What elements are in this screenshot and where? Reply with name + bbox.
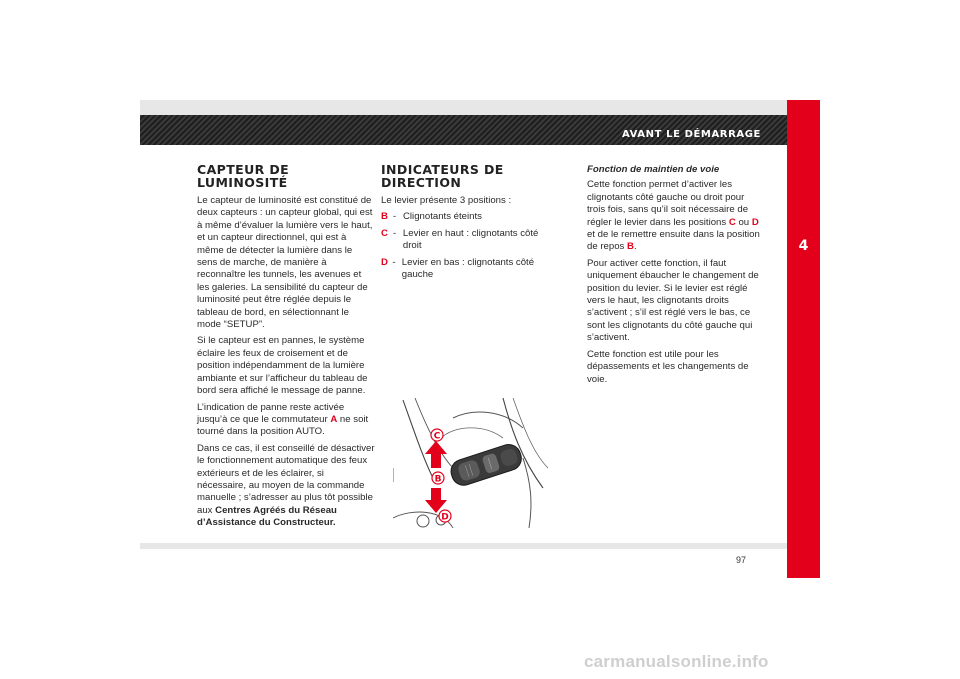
text-run: ou xyxy=(735,216,752,228)
list-item xyxy=(381,211,559,223)
paragraph: Pour activer cette fonction, il faut uniquement ébaucher le changement de position du levier. Si le levier est réglé vers le haut, les clignotants droits s’activent ; s’il est réglé vers le bas, ce sont les clignotants du côté gauche qui s’activent. xyxy=(587,257,759,344)
paragraph: Le capteur de luminosité est constitué de deux capteurs : un capteur global, qui est à même d’évaluer la lumière vers le haut, et un capteur directionnel, qui est à même de détecter la lumière dans le sens de marche, de manière à reconnaître les tunnels, les avenues et les galeries. La sensibilité du capteur de luminosité peut être réglée depuis le tableau de bord, en sélectionnant le mode “SETUP”. xyxy=(197,195,373,331)
text-run: et de le remettre ensuite dans la position de repos xyxy=(587,229,760,253)
reference-letter: B xyxy=(627,241,634,253)
list-item xyxy=(381,257,559,282)
text-run: ne soit tourné dans la position AUTO. xyxy=(197,413,369,438)
paragraph xyxy=(587,179,765,253)
heading-line: CAPTEUR DE xyxy=(197,162,290,177)
label-c: C xyxy=(433,431,441,442)
paragraph: Si le capteur est en pannes, le système éclaire les feux de croisement et de position indépendamment de la lumière ambiante et sur l’afficheur du tableau de bord sera affiché le message de panne. xyxy=(197,335,368,397)
lever-positions-list xyxy=(381,211,559,281)
text-run: . xyxy=(633,241,637,253)
paragraph xyxy=(197,402,375,439)
position-text: Levier en bas : clignotants côté gauche xyxy=(401,256,535,281)
text-run: L’indication de panne reste activée jusqu’à ce que le commutateur xyxy=(197,401,345,425)
lever-illustration xyxy=(393,398,548,528)
text-run: Cette fonction permet d’activer les clignotants côté gauche ou droit pour trois fois, sans qu’il soit nécessaire de régler le levier dans les positions xyxy=(587,179,749,228)
paragraph: Cette fonction est utile pour les dépassements et les changements de voie. xyxy=(587,348,749,385)
separator: - xyxy=(392,256,396,268)
position-letter: B xyxy=(381,211,388,223)
page-number: 97 xyxy=(736,555,747,565)
header-band xyxy=(140,115,787,145)
position-letter: D xyxy=(381,256,388,268)
position-text: Levier en haut : clignotants côté droit xyxy=(402,227,539,252)
paragraph xyxy=(197,443,375,530)
text-run: Dans ce cas, il est conseillé de désactiver le fonctionnement automatique des feux extérieurs et de les éclairer, si nécessaire, au moyen de la commande manuelle ; s’adresser au plus tôt possible aux xyxy=(197,442,375,516)
reference-letter: D xyxy=(751,216,759,228)
column-lane-change xyxy=(587,164,765,390)
label-d: D xyxy=(441,512,449,523)
heading-line: LUMINOSITÉ xyxy=(197,174,288,190)
separator: - xyxy=(393,211,397,223)
list-item xyxy=(381,228,559,253)
heading-turn-indicators xyxy=(381,164,559,189)
separator: - xyxy=(392,227,397,239)
section-title: AVANT LE DÉMARRAGE xyxy=(621,129,761,140)
lever-intro: Le levier présente 3 positions : xyxy=(381,195,512,206)
heading-light-sensor xyxy=(197,164,375,189)
position-letter: C xyxy=(381,227,388,239)
bottom-gray-strip xyxy=(140,543,787,549)
watermark: carmanualsonline.info xyxy=(584,652,769,671)
bold-text-run: Centres Agréés du Réseau d’Assistance du Constructeur. xyxy=(197,504,337,529)
reference-letter: C xyxy=(728,216,736,228)
chapter-tab xyxy=(787,100,820,578)
column-light-sensor xyxy=(197,164,375,534)
label-b: B xyxy=(434,474,442,485)
heading-line: INDICATEURS DE xyxy=(381,162,504,177)
position-text: Clignotants éteints xyxy=(403,211,482,223)
column-turn-indicators xyxy=(381,164,559,285)
subheading-lane-change: Fonction de maintien de voie xyxy=(587,164,720,175)
reference-letter: A xyxy=(330,413,338,425)
heading-line: DIRECTION xyxy=(381,174,462,190)
chapter-number: 4 xyxy=(798,238,809,254)
top-gray-strip xyxy=(140,100,787,115)
